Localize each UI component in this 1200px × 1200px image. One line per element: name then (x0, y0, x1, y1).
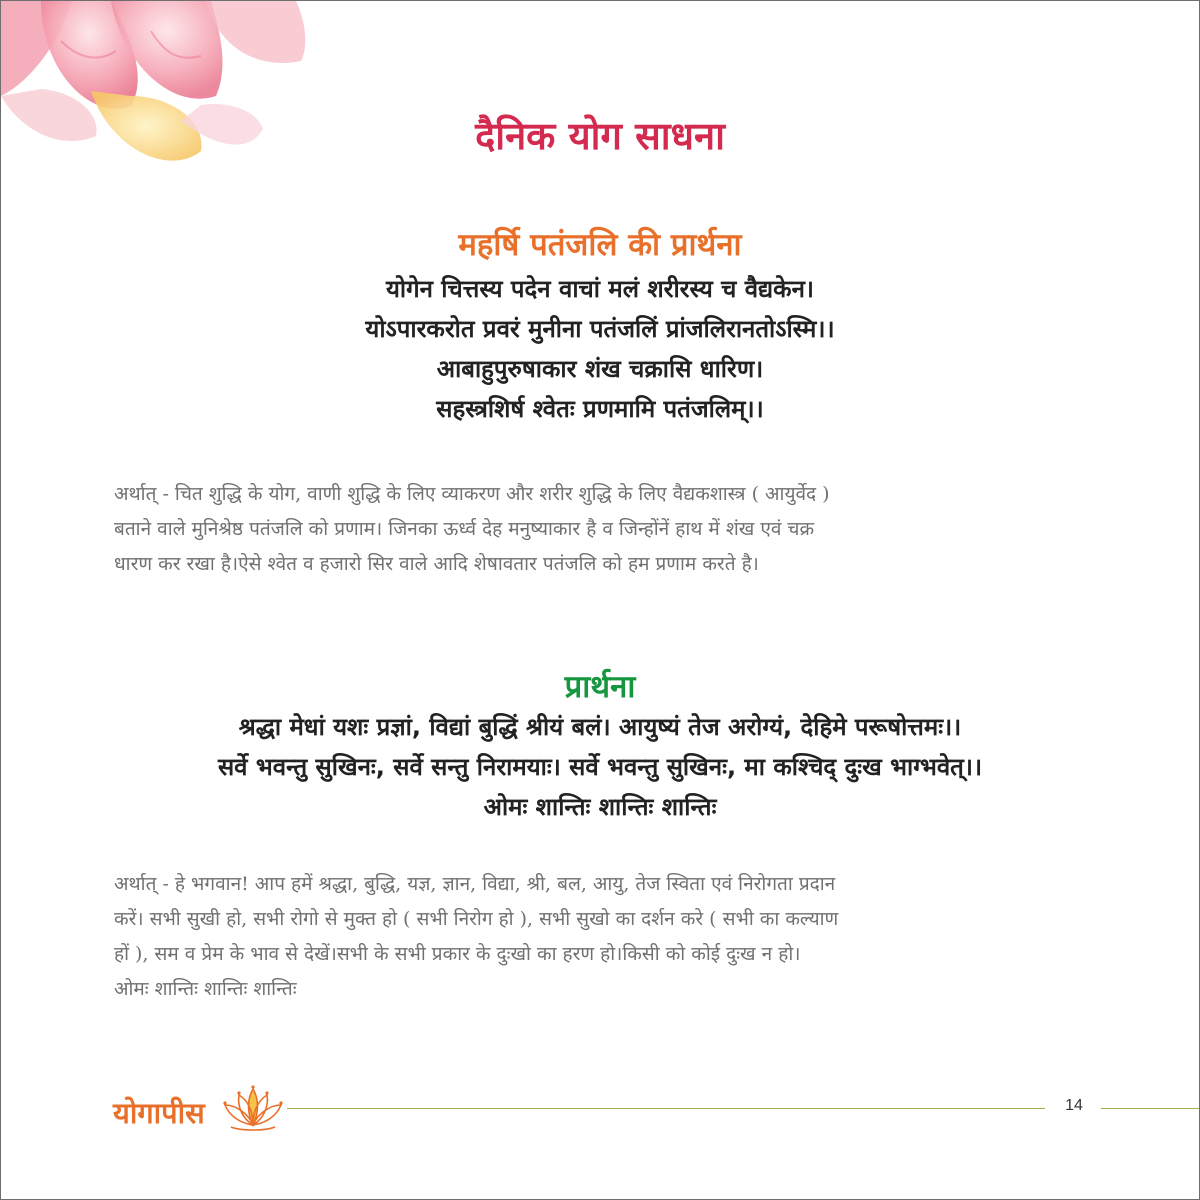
verse-line: आबाहुपुरुषाकार शंख चक्रासि धारिण। (436, 355, 764, 383)
meaning-line: करें। सभी सुखी हो, सभी रोगो से मुक्त हो ( सभी निरोग हो ), सभी सुखो का दर्शन करे ( सभी का कल्याण (114, 908, 839, 930)
verse-line: योगेन चित्तस्य पदेन वाचां मलं शरीरस्य च वैद्यकेन। (385, 275, 815, 303)
meaning-line: अर्थात् - हे भगवान! आप हमें श्रद्धा, बुद्धि, यज्ञ, ज्ञान, विद्या, श्री, बल, आयु, तेज स्विता एवं निरोगता प्रदान (114, 873, 836, 895)
prayer-verse (1, 707, 1199, 827)
section-heading-patanjali: महर्षि पतंजलि की प्रार्थना (458, 227, 742, 263)
meaning-line: बताने वाले मुनिश्रेष्ठ पतंजलि को प्रणाम। जिनका ऊर्ध्व देह मनुष्याकार है व जिन्होंनें हाथ में शंख एवं चक्र (114, 518, 815, 540)
patanjali-prayer-verse (1, 269, 1199, 429)
verse-line: सहस्त्रशिर्ष श्वेतः प्रणमामि पतंजलिम्।। (436, 395, 764, 423)
patanjali-prayer-meaning (114, 477, 1099, 582)
verse-line: योऽपारकरोत प्रवरं मुनीना पतंजलिं प्रांजलिरानतोऽस्मि।। (365, 315, 835, 343)
brand-name: योगापीस (113, 1096, 205, 1130)
verse-line: सर्वे भवन्तु सुखिनः, सर्वे सन्तु निरामयाः। सर्वे भवन्तु सुखिनः, मा कश्चिद् दुःख भाग्भवेत्।। (217, 753, 983, 781)
page-number: 14 (1065, 1097, 1083, 1114)
section-heading-prayer: प्रार्थना (564, 669, 636, 705)
meaning-line: धारण कर रखा है।ऐसे श्वेत व हजारो सिर वाले आदि शेषावतार पतंजलि को हम प्रणाम करते है। (114, 553, 759, 575)
verse-line: ओमः शान्तिः शान्तिः शान्तिः (483, 793, 717, 821)
footer-rule (287, 1108, 1045, 1109)
meaning-line: ओमः शान्तिः शान्तिः शान्तिः (114, 978, 297, 1000)
verse-line: श्रद्धा मेधां यशः प्रज्ञां, विद्यां बुद्धिं श्रीयं बलं। आयुष्यं तेज अरोग्यं, देहिमे परूषोत्तमः।। (238, 713, 962, 741)
footer-rule (1101, 1108, 1199, 1109)
lotus-flower-decoration-icon (1, 1, 321, 191)
page-title: दैनिक योग साधना (475, 114, 725, 158)
prayer-meaning (114, 867, 1099, 1007)
meaning-line: हों ), सम व प्रेम के भाव से देखें।सभी के सभी प्रकार के दुःखो का हरण हो।किसी को कोई दुःख न हो। (114, 943, 801, 965)
meaning-line: अर्थात् - चित शुद्धि के योग, वाणी शुद्धि के लिए व्याकरण और शरीर शुद्धि के लिए वैद्यकशास्त्र ( आयुर्वेद ) (114, 483, 830, 505)
lotus-logo-icon (221, 1085, 285, 1135)
page-footer (1, 1085, 1199, 1145)
